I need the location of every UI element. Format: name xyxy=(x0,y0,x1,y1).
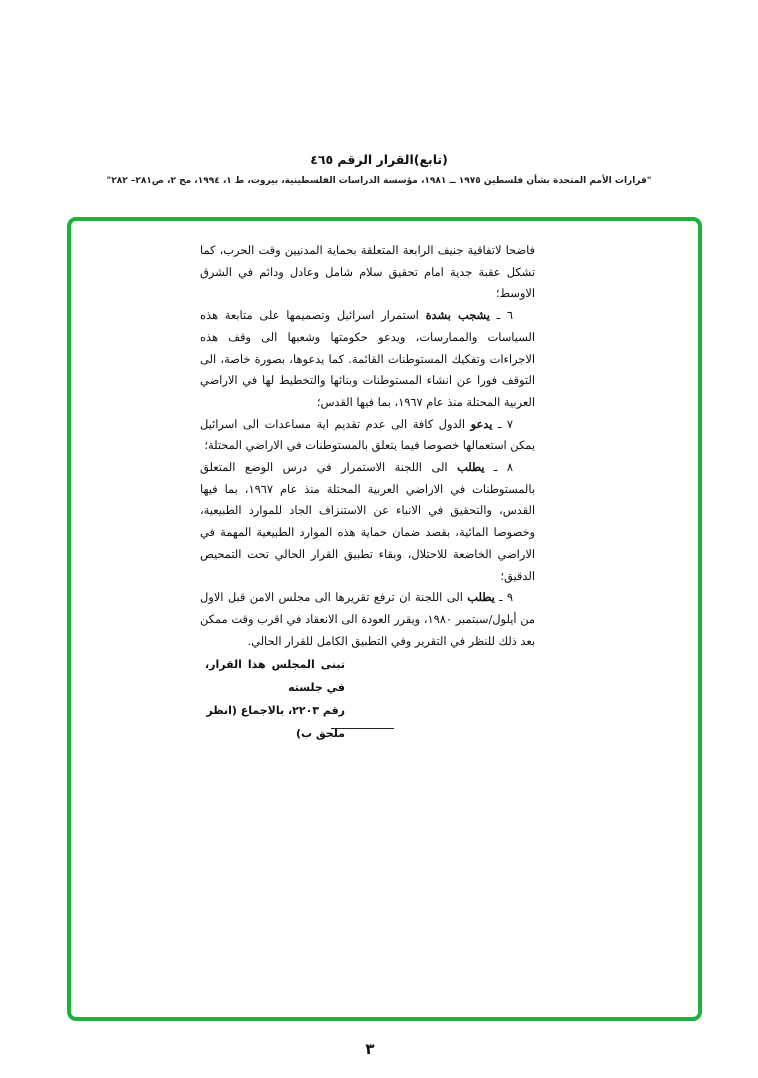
paragraph-text: استمرار اسرائيل وتصميمها على متابعة هذه السياسات والممارسات، ويدعو حكومتها وشعبها الى وقف هذه الاجراءات وتفكيك المستوطنات القائمة. كما يدعوها، بصورة خاصة، الى التوقف فورا عن انشاء المستوطنات وبنائها والتخطيط لها في الاراضي العربية المحتلة منذ عام ١٩٦٧، بما فيها القدس؛ xyxy=(200,308,535,409)
paragraph-9 xyxy=(200,587,535,652)
operative-verb: يدعو xyxy=(470,416,493,431)
paragraph-number: ٧ ـ xyxy=(498,416,514,431)
paragraph-6 xyxy=(200,305,535,414)
adoption-line: ملحق ب) xyxy=(295,727,345,740)
adoption-line: تبنى المجلس هذا القرار، في جلسته xyxy=(205,658,345,694)
operative-verb: يشجب بشدة xyxy=(425,308,490,323)
paragraph-number: ٦ ـ xyxy=(496,308,513,323)
paragraph-text: الدول كافة الى عدم تقديم اية مساعدات الى اسرائيل يمكن استعمالها خصوصا فيما يتعلق بالمستوطنات في الاراضي المحتلة؛ xyxy=(200,416,535,453)
source-citation: "قرارات الأمم المتحدة بشأن فلسطين ١٩٧٥ ــ ١٩٨١، مؤسسة الدراسات الفلسطينية، بيروت، ط ١، ١٩٩٤، مج ٢، ص٢٨١– ٢٨٢" xyxy=(106,176,652,186)
resolution-body xyxy=(200,240,535,652)
paragraph-7 xyxy=(200,414,535,457)
operative-verb: يطلب xyxy=(457,460,485,475)
separator-rule xyxy=(331,728,394,729)
paragraph-8 xyxy=(200,457,535,587)
adoption-note xyxy=(205,653,345,745)
paragraph-text: الى اللجنة الاستمرار في درس الوضع المتعلق بالمستوطنات في الاراضي العربية المحتلة منذ عام ١٩٦٧، بما فيها القدس، والتحقيق في الانباء عن الاستنزاف الجاد للموارد الطبيعية، وخصوصا المائية، بقصد ضمان حماية هذه الموارد الطبيعية المهمة في الاراضي الخاضعة للاحتلال، وبقاء تطبيق القرار الحالي تحت التمحيص الدقيق؛ xyxy=(200,460,536,583)
adoption-line: رقم ٢٢٠٣، بالاجماع (انظر xyxy=(206,704,345,717)
paragraph-continuation: فاضحا لاتفاقية جنيف الرابعة المتعلقة بحماية المدنيين وقت الحرب، كما تشكل عقبة جدية امام تحقيق سلام شامل وعادل ودائم في الشرق الاوسط؛ xyxy=(200,243,535,301)
paragraph-number: ٨ ـ xyxy=(494,460,513,475)
paragraph-number: ٩ ـ xyxy=(499,590,514,605)
paragraph-text: الى اللجنة ان ترفع تقريرها الى مجلس الامن قبل الاول من أيلول/سبتمبر ١٩٨٠، ويقرر العودة الى الانعقاد في اقرب وقت ممكن بعد ذلك للنظر في التقرير وفي التطبيق الكامل للقرار الحالي. xyxy=(200,590,536,648)
operative-verb: يطلب xyxy=(467,590,495,605)
page-number: ٣ xyxy=(365,1040,375,1058)
resolution-title: (تابع)القرار الرقم ٤٦٥ xyxy=(310,152,448,167)
